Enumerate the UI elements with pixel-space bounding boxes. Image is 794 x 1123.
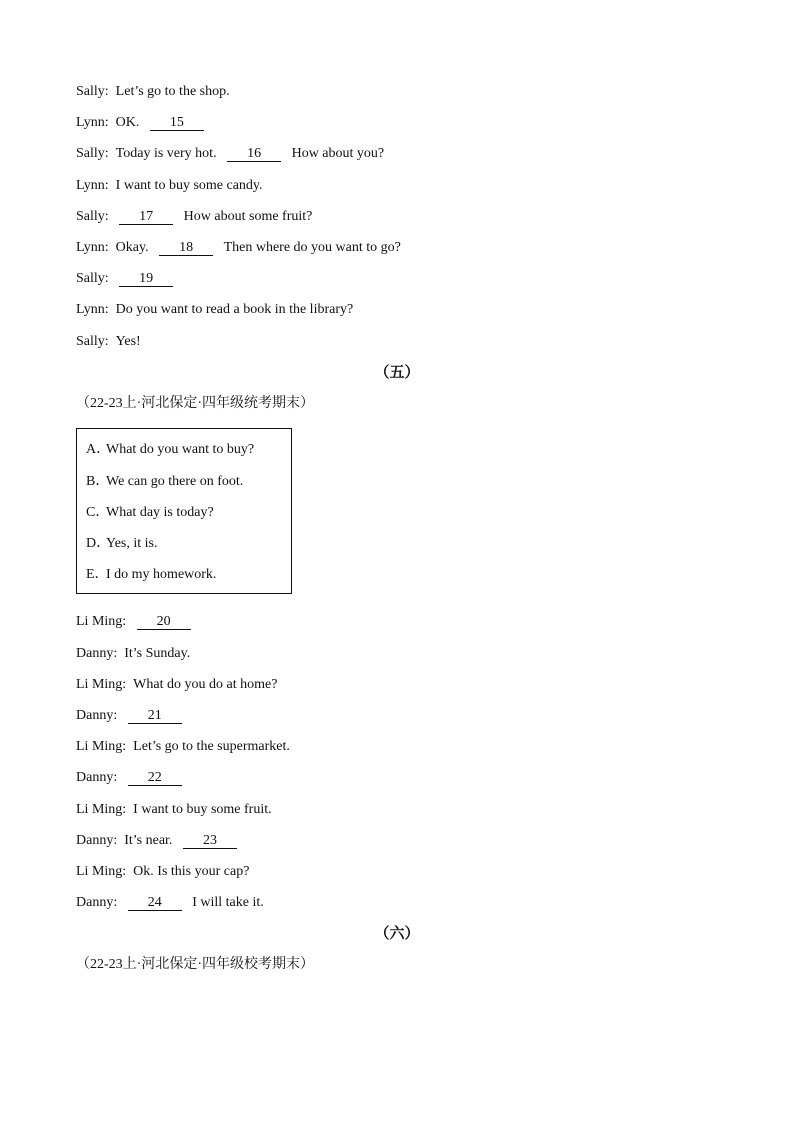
speaker-label: Danny: <box>76 770 118 785</box>
speaker-label: Danny: <box>76 833 118 848</box>
dialog-line <box>76 301 353 319</box>
dialog-line <box>76 613 191 631</box>
speaker-label: Sally: <box>76 84 109 99</box>
dialog-text: I will take it. <box>192 895 264 910</box>
option-letter: A． <box>86 442 111 457</box>
option-item <box>86 504 214 522</box>
speaker-label: Sally: <box>76 334 109 349</box>
speaker-label: Danny: <box>76 895 118 910</box>
dialog-text: I want to buy some fruit. <box>133 802 272 817</box>
dialog-text: Ok. Is this your cap? <box>133 864 250 879</box>
speaker-label: Lynn: <box>76 178 109 193</box>
answer-blank[interactable]: 17 <box>119 210 173 225</box>
speaker-label: Li Ming: <box>76 614 127 629</box>
dialog-text: I want to buy some candy. <box>115 178 263 193</box>
option-letter: B． <box>86 474 110 489</box>
dialog-line <box>76 801 272 819</box>
speaker-label: Sally: <box>76 271 109 286</box>
dialog-line <box>76 676 277 694</box>
answer-blank[interactable]: 16 <box>227 147 281 162</box>
speaker-label: Li Ming: <box>76 677 127 692</box>
dialog-text: Okay. <box>115 240 149 255</box>
dialog-line <box>76 208 312 226</box>
dialog-line <box>76 270 173 288</box>
answer-blank[interactable]: 19 <box>119 272 173 287</box>
option-text: Yes, it is. <box>106 536 158 551</box>
option-letter: E． <box>86 567 109 582</box>
answer-blank[interactable]: 21 <box>128 709 182 724</box>
speaker-label: Sally: <box>76 146 109 161</box>
dialog-line <box>76 738 290 756</box>
answer-blank[interactable]: 20 <box>137 615 191 630</box>
option-letter: D． <box>86 536 111 551</box>
option-text: What do you want to buy? <box>106 442 255 457</box>
dialog-text: Let’s go to the shop. <box>115 84 230 99</box>
dialog-line <box>76 145 384 163</box>
dialog-text: How about you? <box>291 146 385 161</box>
dialog-text: It’s Sunday. <box>124 646 191 661</box>
option-item <box>86 566 216 584</box>
speaker-label: Li Ming: <box>76 802 127 817</box>
dialog-text: OK. <box>115 115 140 130</box>
speaker-label: Danny: <box>76 708 118 723</box>
option-item <box>86 441 254 459</box>
section-title: （六） <box>374 926 420 942</box>
dialog-line <box>76 707 182 725</box>
dialog-line <box>76 333 141 351</box>
dialog-text: It’s near. <box>124 833 173 848</box>
dialog-line <box>76 894 264 912</box>
speaker-label: Li Ming: <box>76 739 127 754</box>
speaker-label: Danny: <box>76 646 118 661</box>
dialog-line <box>76 769 182 787</box>
option-letter: C． <box>86 505 110 520</box>
option-text: We can go there on foot. <box>106 474 244 489</box>
answer-blank[interactable]: 18 <box>159 241 213 256</box>
answer-blank[interactable]: 15 <box>150 116 204 131</box>
dialog-text: How about some fruit? <box>183 209 313 224</box>
speaker-label: Sally: <box>76 209 109 224</box>
dialog-line <box>76 832 237 850</box>
section-title: （五） <box>374 365 420 381</box>
dialog-text: What do you do at home? <box>133 677 278 692</box>
dialog-text: Yes! <box>115 334 141 349</box>
dialog-line <box>76 114 204 132</box>
dialog-line <box>76 863 249 881</box>
dialog-line <box>76 645 190 663</box>
answer-blank[interactable]: 23 <box>183 834 237 849</box>
option-text: What day is today? <box>106 505 214 520</box>
option-item <box>86 535 158 553</box>
dialog-line <box>76 177 263 195</box>
dialog-line <box>76 83 230 101</box>
speaker-label: Lynn: <box>76 302 109 317</box>
speaker-label: Lynn: <box>76 115 109 130</box>
answer-blank[interactable]: 24 <box>128 896 182 911</box>
speaker-label: Lynn: <box>76 240 109 255</box>
option-item <box>86 473 243 491</box>
answer-blank[interactable]: 22 <box>128 771 182 786</box>
source-note: （22-23上·河北保定·四年级统考期末） <box>76 396 314 411</box>
dialog-line <box>76 239 401 257</box>
dialog-text: Let’s go to the supermarket. <box>133 739 290 754</box>
option-text: I do my homework. <box>106 567 217 582</box>
source-note: （22-23上·河北保定·四年级校考期末） <box>76 957 314 972</box>
dialog-text: Then where do you want to go? <box>223 240 401 255</box>
options-box <box>76 428 292 594</box>
dialog-text: Today is very hot. <box>115 146 217 161</box>
speaker-label: Li Ming: <box>76 864 127 879</box>
dialog-text: Do you want to read a book in the library? <box>115 302 354 317</box>
